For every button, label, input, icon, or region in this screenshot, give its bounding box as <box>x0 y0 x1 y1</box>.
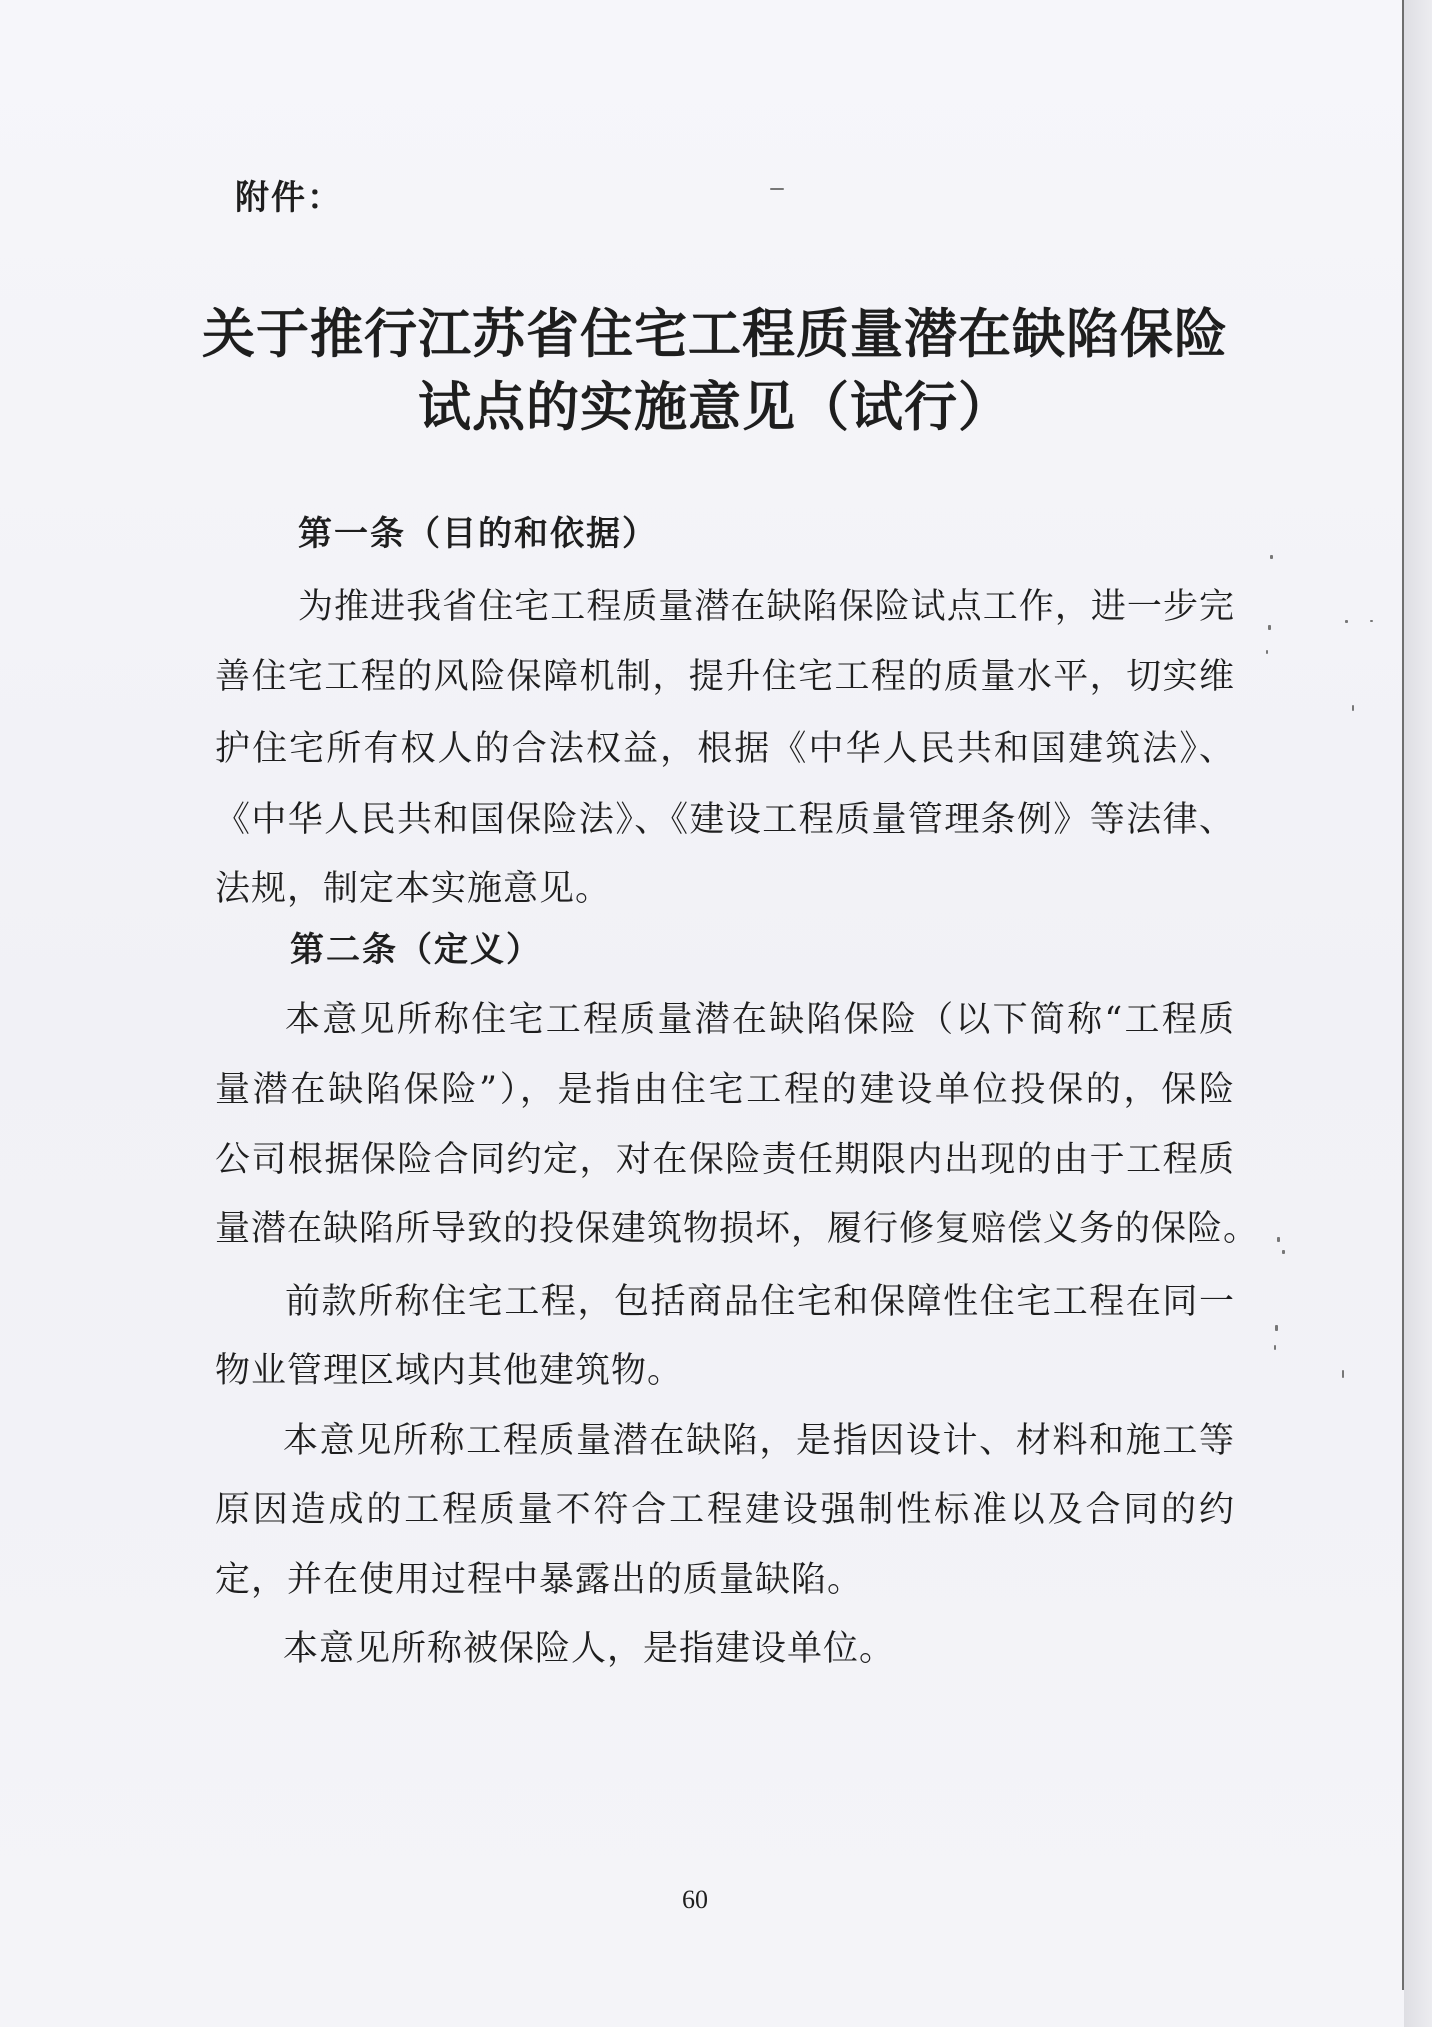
scan-speck <box>1370 620 1373 622</box>
article-1-heading: 第一条（目的和依据） <box>298 514 658 554</box>
scan-speck <box>1275 1325 1278 1331</box>
article-2-line-7: 本意见所称工程质量潜在缺陷，是指因设计、材料和施工等 <box>283 1421 1235 1461</box>
article-2-line-8: 原因造成的工程质量不符合工程建设强制性标准以及合同的约 <box>215 1490 1235 1530</box>
scan-speck <box>1282 1250 1285 1254</box>
scan-speck <box>1270 555 1273 559</box>
article-2-line-4: 量潜在缺陷所导致的投保建筑物损坏，履行修复赔偿义务的保险。 <box>215 1209 1260 1249</box>
scan-speck <box>1342 1370 1344 1378</box>
article-2-line-5: 前款所称住宅工程，包括商品住宅和保障性住宅工程在同一 <box>285 1282 1235 1322</box>
article-2-line-2: 量潜在缺陷保险”），是指由住宅工程的建设单位投保的，保险 <box>215 1070 1235 1110</box>
article-1-line-5: 法规，制定本实施意见。 <box>215 869 612 909</box>
article-1-line-1: 为推进我省住宅工程质量潜在缺陷保险试点工作，进一步完 <box>298 587 1235 627</box>
document-title-line-1: 关于推行江苏省住宅工程质量潜在缺陷保险 <box>202 303 1228 365</box>
scan-speck <box>1274 1345 1276 1350</box>
article-1-line-3: 护住宅所有权人的合法权益，根据《中华人民共和国建筑法》、 <box>215 729 1235 769</box>
article-2-line-9: 定，并在使用过程中暴露出的质量缺陷。 <box>215 1560 864 1600</box>
article-2-line-3: 公司根据保险合同约定，对在保险责任期限内出现的由于工程质 <box>215 1140 1235 1180</box>
document-title-line-2: 试点的实施意见（试行） <box>418 376 1012 438</box>
scan-edge-shadow <box>1404 0 1432 2027</box>
article-2-line-6: 物业管理区域内其他建筑物。 <box>215 1351 684 1391</box>
article-1-line-2: 善住宅工程的风险保障机制，提升住宅工程的质量水平，切实维 <box>215 657 1235 697</box>
scan-speck <box>1352 705 1354 711</box>
scan-edge-line <box>1402 0 1404 1990</box>
page-number: 60 <box>682 1885 708 1914</box>
scan-speck <box>770 188 784 190</box>
scan-speck <box>1266 650 1268 654</box>
scan-speck <box>1268 625 1271 630</box>
article-2-heading: 第二条（定义） <box>290 930 542 970</box>
attachment-label: 附件： <box>235 178 343 218</box>
scan-speck <box>1277 1237 1280 1242</box>
article-2-line-10: 本意见所称被保险人，是指建设单位。 <box>283 1629 896 1669</box>
article-2-line-1: 本意见所称住宅工程质量潜在缺陷保险（以下简称“工程质 <box>285 1000 1235 1040</box>
scan-speck <box>1345 620 1348 623</box>
article-1-line-4: 《中华人民共和国保险法》、《建设工程质量管理条例》等法律、 <box>215 800 1235 840</box>
